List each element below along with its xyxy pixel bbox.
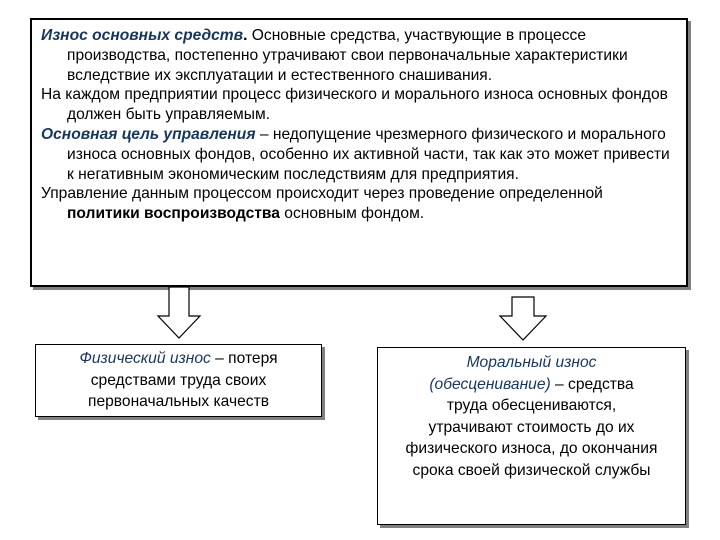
term-physical: Физический износ	[79, 350, 211, 367]
moral-line-5: физического износа, до окончания	[405, 440, 658, 457]
moral-line-2-rest: – средства	[550, 375, 634, 393]
moral-line-6: срока своей физической службы	[412, 461, 651, 479]
term-obsolescence: (обесценивание)	[429, 375, 551, 393]
physical-line-2: средствами труда своих	[90, 371, 267, 389]
paragraph-definition	[41, 26, 678, 85]
term-main-goal: Основная цель управления	[41, 125, 256, 143]
paragraph-management	[41, 85, 678, 125]
paragraph-goal	[41, 125, 678, 184]
term-moral: Моральный износ	[466, 354, 597, 371]
term-depreciation: Износ основных средств	[41, 27, 244, 44]
definition-first-line: Основные средства, участвующие в	[247, 27, 515, 44]
management-text: На каждом предприятии процесс физического и морального износа основных фондов должен быть управляемым.	[41, 86, 668, 124]
definition-rest: процессе производства, постепенно утрачивают свои первоначальные характеристики вследствие их эксплуатации и естественного снашивания.	[67, 27, 628, 84]
physical-depreciation-box	[35, 344, 322, 417]
physical-line-1	[36, 348, 321, 370]
moral-depreciation-box	[377, 347, 686, 525]
policy-text-after: основным фондом.	[279, 205, 425, 223]
down-arrow-left-icon	[155, 286, 203, 340]
physical-line-3: первоначальных качеств	[88, 393, 269, 410]
goal-text: – недопущение чрезмерного физического и морального износа основных фондов, особенно их активной части, так как это может привести к негативным экономическим последствиям для предприятия.	[67, 125, 670, 183]
moral-line-3: труда обесцениваются,	[446, 397, 617, 414]
physical-line-1-rest: – потеря	[210, 350, 278, 367]
moral-line-2	[384, 374, 679, 396]
policy-text-before: Управление данным процессом происходит через проведение определенной	[41, 185, 603, 203]
down-arrow-right-icon	[498, 296, 548, 342]
main-text-box	[30, 18, 688, 287]
policy-term: политики воспроизводства	[67, 205, 280, 223]
paragraph-policy	[41, 184, 678, 224]
term-period: .	[243, 27, 248, 44]
moral-line-4: утрачивают стоимость до их	[428, 418, 635, 436]
